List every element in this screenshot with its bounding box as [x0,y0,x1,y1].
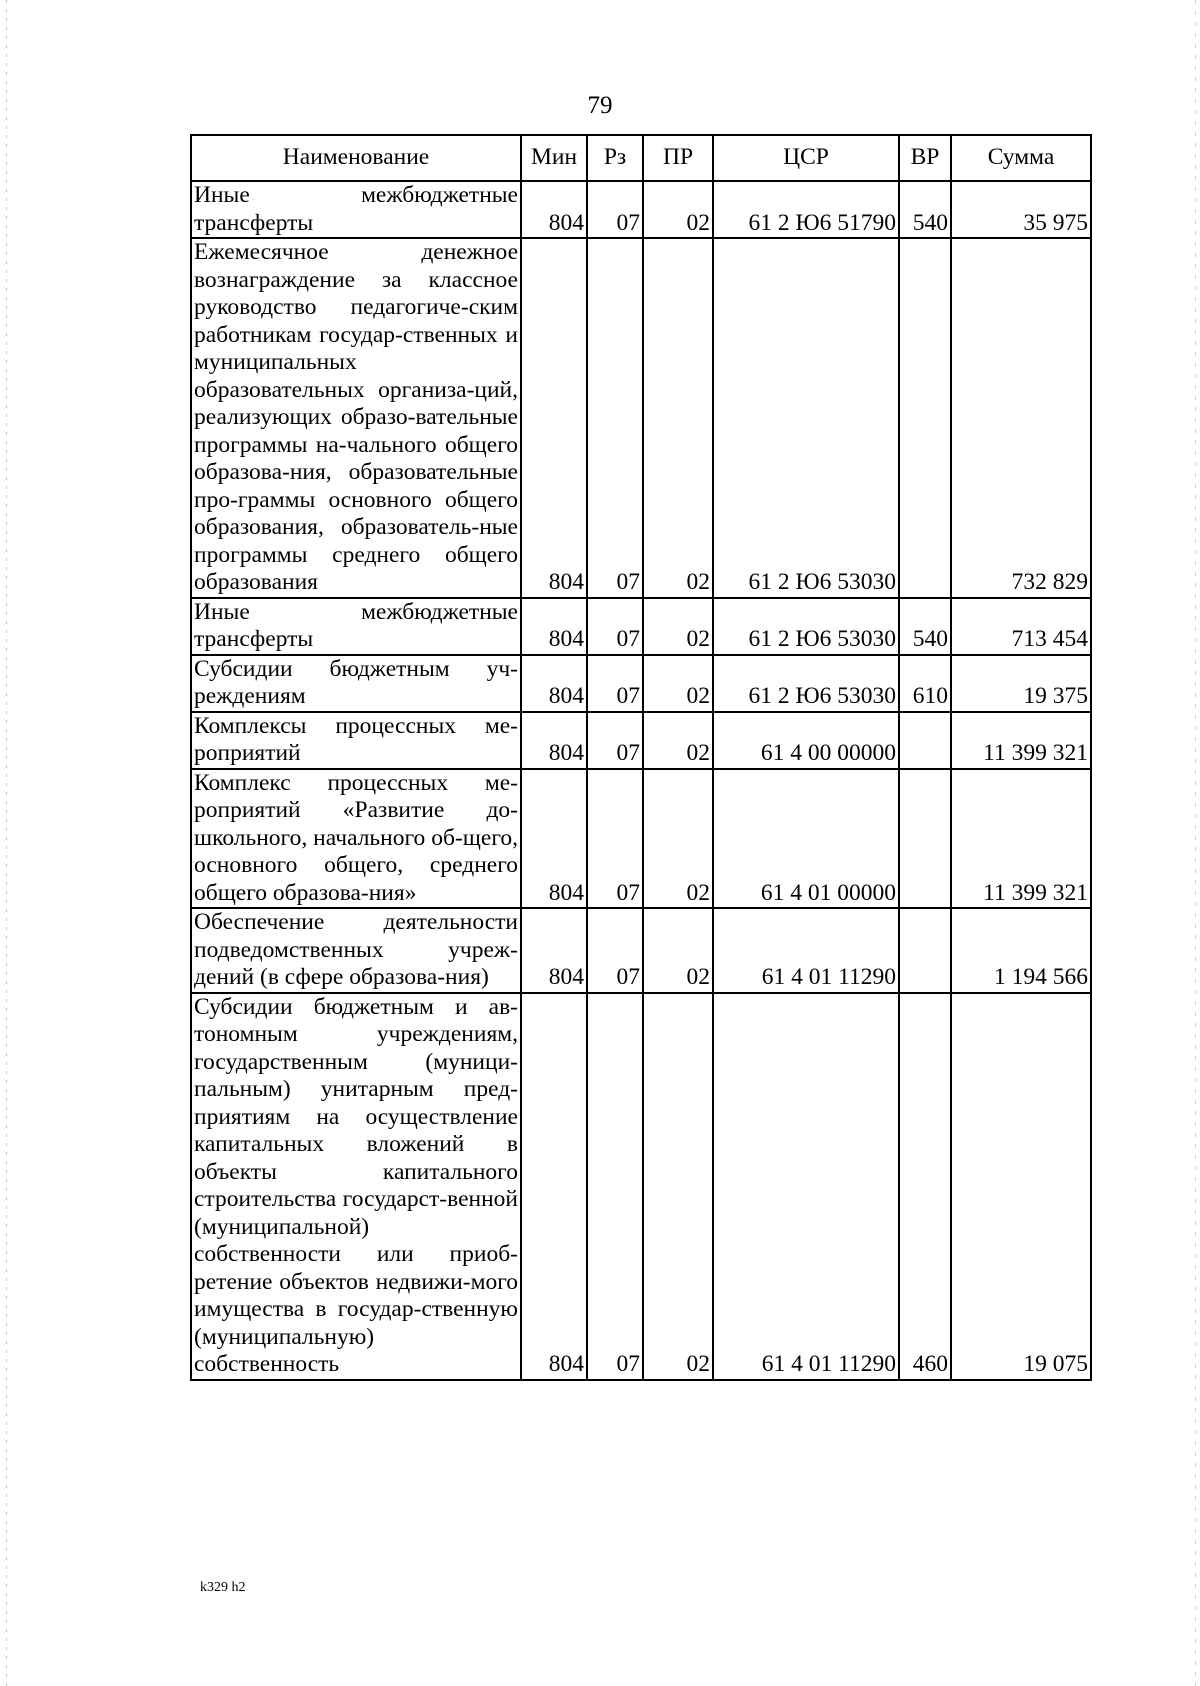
row-csr: 61 4 01 11290 [713,993,899,1380]
header-vr: ВР [899,135,951,181]
row-sum: 19 375 [951,655,1091,712]
table-row [191,655,1091,712]
row-pr: 02 [643,769,713,909]
table-row [191,598,1091,655]
page-number: 79 [587,92,613,119]
row-rz: 07 [587,598,643,655]
table-header-row [191,135,1091,181]
row-vr: 610 [899,655,951,712]
row-pr: 02 [643,993,713,1380]
header-min: Мин [521,135,587,181]
row-min: 804 [521,908,587,993]
row-name: Субсидии бюджетным и ав-тономным учреждениям, государственным (муници-пальным) унитарным пред-приятиям на осуществление капитальных вложений в объекты капитального строительства государст-венной (муниципальной) собственности или приоб-ретение объектов недвижи-мого имущества в государ-ственную (муниципальную) собственность [191,993,521,1380]
row-name: Обеспечение деятельности подведомственных учреж-дений (в сфере образова-ния) [191,908,521,993]
row-min: 804 [521,769,587,909]
row-rz: 07 [587,769,643,909]
row-name: Комплексы процессных ме-роприятий [191,712,521,769]
scan-edge-left [6,0,7,1686]
row-name: Ежемесячное денежное вознаграждение за классное руководство педагогиче-ским работникам государ-ственных и муниципальных образовательных организа-ций, реализующих образо-вательные программы на-чального общего образова-ния, образовательные про-граммы основного общего образования, образователь-ные программы среднего общего образования [191,238,521,598]
row-pr: 02 [643,181,713,238]
table-row [191,908,1091,993]
row-pr: 02 [643,712,713,769]
row-name: Субсидии бюджетным уч-реждениям [191,655,521,712]
row-vr [899,908,951,993]
row-rz: 07 [587,655,643,712]
row-vr: 540 [899,598,951,655]
row-min: 804 [521,238,587,598]
row-sum: 19 075 [951,993,1091,1380]
header-sum: Сумма [951,135,1091,181]
row-vr [899,238,951,598]
row-pr: 02 [643,908,713,993]
row-sum: 1 194 566 [951,908,1091,993]
row-min: 804 [521,181,587,238]
row-min: 804 [521,993,587,1380]
row-min: 804 [521,655,587,712]
row-rz: 07 [587,908,643,993]
row-name: Иные межбюджетные трансферты [191,181,521,238]
row-vr: 540 [899,181,951,238]
row-vr [899,769,951,909]
row-name: Иные межбюджетные трансферты [191,598,521,655]
row-csr: 61 4 00 00000 [713,712,899,769]
table-row [191,238,1091,598]
row-csr: 61 4 01 00000 [713,769,899,909]
row-sum: 713 454 [951,598,1091,655]
header-rz: Рз [587,135,643,181]
row-rz: 07 [587,993,643,1380]
row-csr: 61 2 Ю6 53030 [713,598,899,655]
row-pr: 02 [643,238,713,598]
row-sum: 11 399 321 [951,712,1091,769]
row-vr: 460 [899,993,951,1380]
row-pr: 02 [643,655,713,712]
scan-edge-right [1195,0,1196,1686]
row-vr [899,712,951,769]
row-min: 804 [521,712,587,769]
header-name: Наименование [191,135,521,181]
row-csr: 61 4 01 11290 [713,908,899,993]
row-pr: 02 [643,598,713,655]
table-row [191,993,1091,1380]
row-rz: 07 [587,238,643,598]
row-csr: 61 2 Ю6 53030 [713,238,899,598]
row-sum: 732 829 [951,238,1091,598]
row-name: Комплекс процессных ме-роприятий «Развитие до-школьного, начального об-щего, основного общего, среднего общего образова-ния» [191,769,521,909]
row-min: 804 [521,598,587,655]
row-rz: 07 [587,181,643,238]
header-csr: ЦСР [713,135,899,181]
footer-code: k329 h2 [200,1580,246,1595]
row-csr: 61 2 Ю6 51790 [713,181,899,238]
table-row [191,181,1091,238]
row-sum: 35 975 [951,181,1091,238]
row-csr: 61 2 Ю6 53030 [713,655,899,712]
row-sum: 11 399 321 [951,769,1091,909]
row-rz: 07 [587,712,643,769]
header-pr: ПР [643,135,713,181]
budget-table [190,134,1092,1381]
table-row [191,769,1091,909]
table-row [191,712,1091,769]
